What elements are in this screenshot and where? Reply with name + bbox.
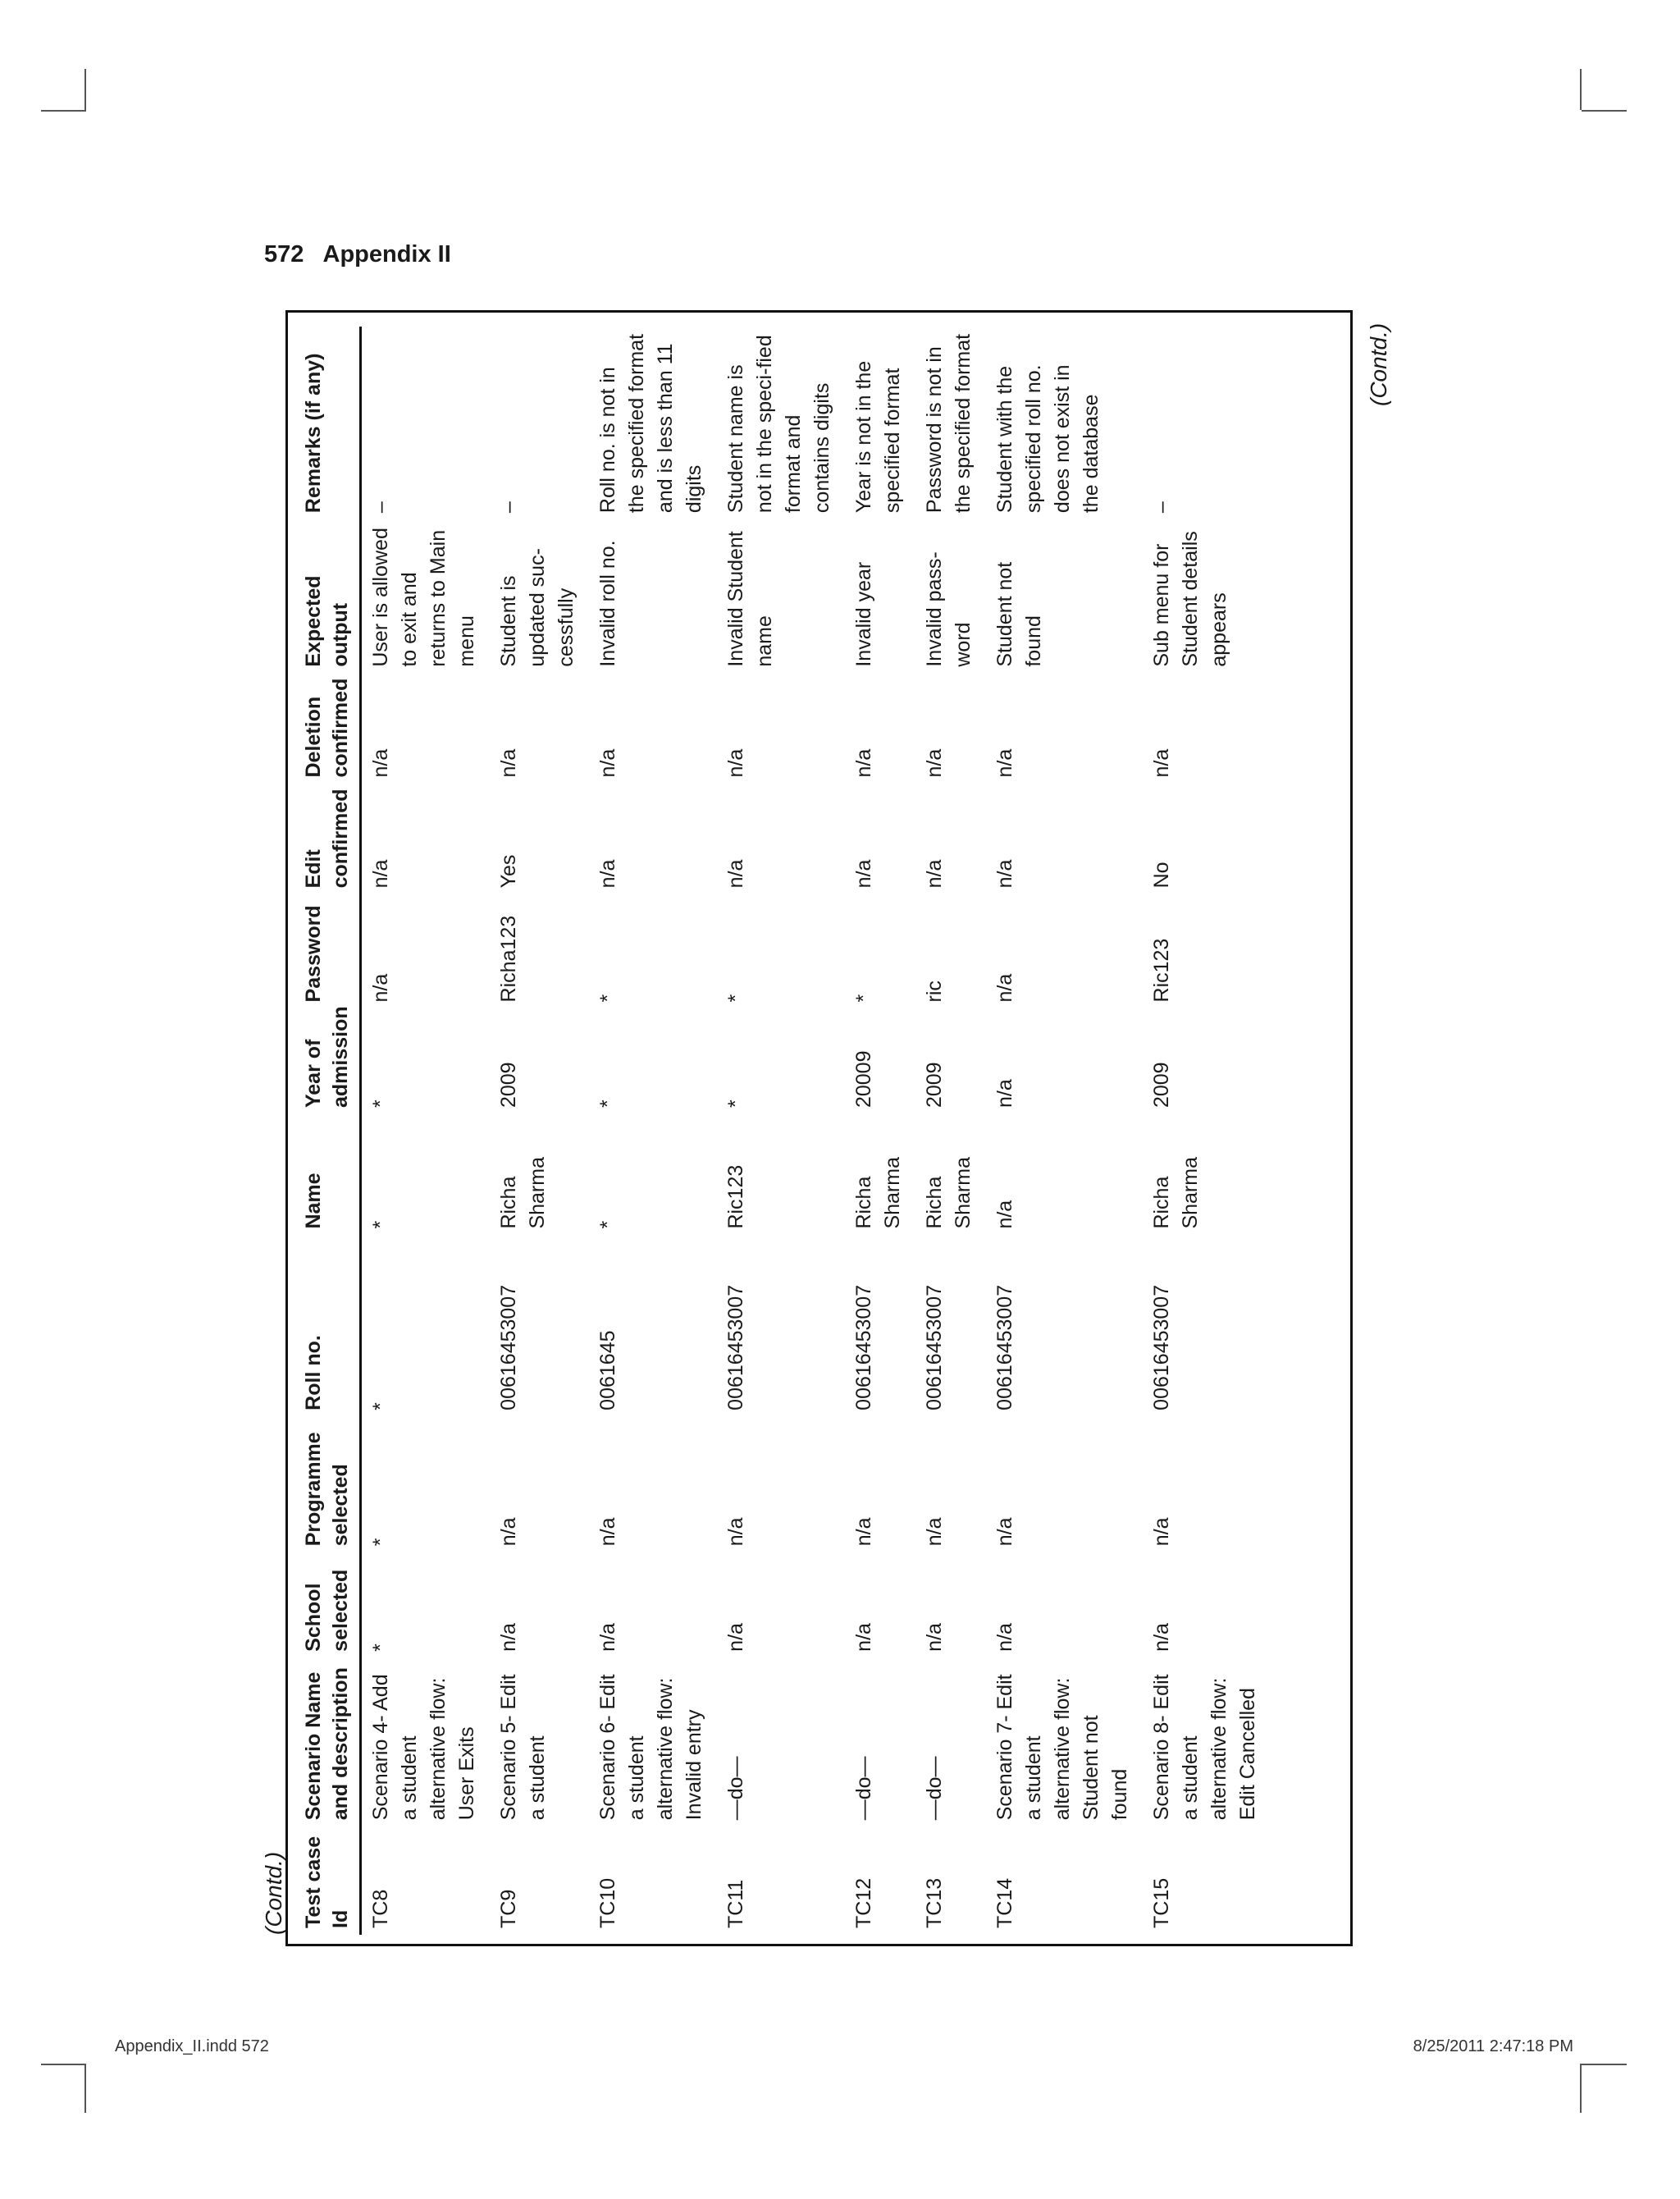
table-cell: 2009 [497, 1062, 520, 1109]
col-header: Remarks (if any) [297, 327, 361, 519]
table-cell: n/a [993, 859, 1016, 889]
table-cell: n/a [497, 1623, 520, 1652]
col-header: Name [297, 1114, 361, 1236]
table-cell: Invalid Student name [724, 531, 776, 667]
table-cell: n/a [923, 1517, 946, 1547]
table-cell: TC11 [724, 1879, 747, 1928]
table-row [986, 327, 1143, 1935]
crop-mark [1580, 69, 1582, 110]
rotated-table-container [297, 327, 1347, 1935]
table-cell: n/a [724, 859, 747, 889]
table-cell: —do— [923, 1756, 946, 1821]
table-cell: Student with the specified roll no. does not exist in the database [993, 364, 1102, 514]
header-row [297, 327, 361, 1935]
contd-label-top: (Contd.) [261, 1851, 286, 1935]
crop-mark [84, 2064, 86, 2113]
footer-file-slug: Appendix_II.indd 572 [115, 2037, 269, 2055]
table-cell: 2009 [1150, 1062, 1173, 1109]
table-cell: Year is not in the specified format [852, 360, 904, 514]
table-cell: Scenario 4- Add a student alternative flow: User Exits [369, 1674, 478, 1821]
table-cell: n/a [1150, 1517, 1173, 1547]
table-cell: —do— [852, 1756, 875, 1821]
table-cell: Invalid pass-word [923, 551, 975, 667]
table-cell: * [596, 994, 619, 1003]
table-cell: Scenario 8- Edit a student alternative flow: Edit Cancelled [1150, 1674, 1259, 1821]
table-cell: 00616453007 [724, 1284, 747, 1410]
table-cell: Scenario 6- Edit a student alternative flow: Invalid entry [596, 1674, 705, 1821]
table-row [361, 327, 491, 1935]
crop-mark [41, 110, 86, 112]
table-cell: 00616453007 [1150, 1284, 1173, 1410]
table-cell: n/a [993, 1200, 1016, 1229]
table-cell: * [369, 1100, 392, 1109]
table-cell: n/a [1150, 1623, 1173, 1652]
table-cell: TC12 [852, 1877, 875, 1928]
table-row [845, 327, 915, 1935]
table-cell: * [852, 994, 875, 1003]
crop-mark [1582, 110, 1627, 112]
table-cell: 00616453007 [993, 1284, 1016, 1410]
table-cell: Richa Sharma [497, 1157, 549, 1229]
table-cell: TC9 [497, 1889, 520, 1928]
table-cell: TC14 [993, 1877, 1016, 1928]
table-cell: n/a [724, 1623, 747, 1652]
table-cell: Scenario 5- Edit a student [497, 1674, 549, 1821]
table-row [717, 327, 845, 1935]
table-cell: – [497, 501, 520, 514]
table-cell: Ric123 [1150, 938, 1173, 1003]
table-row [589, 327, 717, 1935]
table-cell: * [596, 1100, 619, 1109]
page-header [264, 241, 451, 268]
table-cell: TC10 [596, 1877, 619, 1928]
table-cell: n/a [852, 748, 875, 778]
contd-label-bottom: (Contd.) [1366, 322, 1391, 406]
table-cell: * [369, 1220, 392, 1229]
table-cell: n/a [852, 859, 875, 889]
crop-mark [1582, 2064, 1627, 2065]
table-cell: n/a [1150, 748, 1173, 778]
table-cell: * [369, 1538, 392, 1547]
table-cell: Invalid year [852, 561, 875, 667]
table-cell: * [596, 1220, 619, 1229]
table-cell: TC13 [923, 1877, 946, 1928]
col-header: Expected output [297, 519, 361, 674]
table-cell: Ric123 [724, 1164, 747, 1229]
table-cell: —do— [724, 1756, 747, 1821]
table-cell: Student name is not in the speci-fied format and contains digits [724, 335, 833, 514]
table-cell: – [369, 501, 392, 514]
table-cell: Richa123 [497, 915, 520, 1003]
table-cell: n/a [993, 1517, 1016, 1547]
table-cell: 20009 [852, 1050, 875, 1109]
table-cell: * [724, 994, 747, 1003]
table-cell: n/a [993, 748, 1016, 778]
table-cell: n/a [852, 1623, 875, 1652]
table-cell: Student is updated suc-cessfully [497, 548, 578, 667]
col-header: Roll no. [297, 1236, 361, 1417]
test-case-table [297, 327, 1271, 1935]
table-cell: n/a [596, 859, 619, 889]
table-cell: ric [923, 981, 946, 1003]
col-header: Test case Id [297, 1826, 361, 1935]
col-header: Programme selected [297, 1417, 361, 1552]
table-cell: n/a [497, 1517, 520, 1547]
col-header: Edit confirmed [297, 784, 361, 895]
col-header: Year of admission [297, 1008, 361, 1114]
table-cell: TC8 [369, 1889, 392, 1928]
table-cell: Student not found [993, 561, 1045, 667]
table-cell: n/a [369, 859, 392, 889]
table-cell: No [1150, 862, 1173, 889]
table-cell: 00616453007 [497, 1284, 520, 1410]
table-cell: n/a [724, 748, 747, 778]
table-cell: TC15 [1150, 1877, 1173, 1928]
table-cell: Richa Sharma [852, 1157, 904, 1229]
table-cell: 0061645 [596, 1330, 619, 1410]
col-header: Password [297, 894, 361, 1008]
table-cell: Richa Sharma [1150, 1157, 1202, 1229]
table-cell: 2009 [923, 1062, 946, 1109]
table-cell: – [1150, 501, 1173, 514]
table-cell: n/a [852, 1517, 875, 1547]
crop-mark [1580, 2064, 1582, 2113]
table-cell: * [369, 1644, 392, 1652]
table-cell: 00616453007 [923, 1284, 946, 1410]
table-cell: n/a [923, 859, 946, 889]
table-cell: * [724, 1100, 747, 1109]
table-cell: User is allowed to exit and returns to Main menu [369, 528, 478, 667]
table-cell: Richa Sharma [923, 1157, 975, 1229]
table-row [915, 327, 986, 1935]
crop-mark [41, 2064, 86, 2065]
table-cell: Yes [497, 854, 520, 889]
table-cell: n/a [993, 1079, 1016, 1109]
table-cell: n/a [993, 973, 1016, 1003]
col-header: Scenario Name and description [297, 1658, 361, 1826]
table-cell: n/a [497, 748, 520, 778]
table-cell: n/a [596, 1623, 619, 1652]
table-row [490, 327, 589, 1935]
page-title: Appendix II [322, 241, 451, 267]
table-cell: n/a [923, 1623, 946, 1652]
table-cell: Roll no. is not in the specified format and is less than 11 digits [596, 333, 705, 514]
col-header: School selected [297, 1552, 361, 1658]
page-number: 572 [264, 241, 304, 267]
table-cell: Scenario 7- Edit a student alternative flow: Student not found [993, 1674, 1131, 1821]
table-cell: Sub menu for Student details appears [1150, 531, 1230, 667]
col-header: Deletion confirmed [297, 674, 361, 784]
table-cell: 00616453007 [852, 1284, 875, 1410]
table-cell: Invalid roll no. [596, 540, 619, 667]
table-cell: n/a [369, 973, 392, 1003]
table-cell: n/a [596, 748, 619, 778]
table-cell: Password is not in the specified format [923, 333, 975, 514]
crop-mark [84, 69, 86, 110]
table-cell: n/a [596, 1517, 619, 1547]
footer-timestamp: 8/25/2011 2:47:18 PM [1413, 2037, 1573, 2055]
table-cell: n/a [724, 1517, 747, 1547]
table-row [1143, 327, 1271, 1935]
table-cell: n/a [369, 748, 392, 778]
table-cell: * [369, 1402, 392, 1410]
table-cell: n/a [993, 1623, 1016, 1652]
table-cell: n/a [923, 748, 946, 778]
